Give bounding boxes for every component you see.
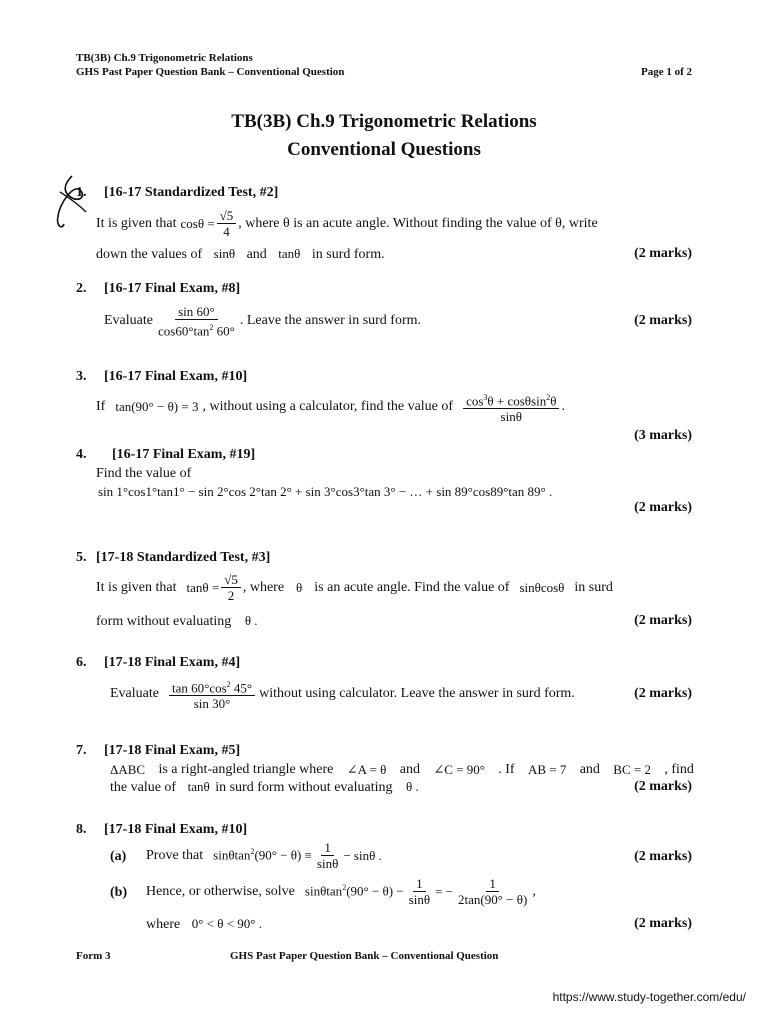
q7-math-ab: AB = 7 <box>527 762 567 777</box>
q8b-fraction-2-num: 1 <box>486 876 499 892</box>
q8b-fraction-2 <box>455 876 530 907</box>
q8b-fraction-1-num: 1 <box>413 876 426 892</box>
q7-math-angle-c: ∠C = 90° <box>433 762 485 777</box>
q1-text-d: and <box>246 247 267 262</box>
q1-line1 <box>96 208 696 239</box>
q8-source: [17-18 Final Exam, #10] <box>104 822 248 837</box>
q8a-fraction-num: 1 <box>321 840 334 856</box>
q7-math-angle-a: ∠A = θ <box>346 762 387 777</box>
q5-math-theta2: θ . <box>244 613 258 628</box>
q7-source: [17-18 Final Exam, #5] <box>104 743 241 758</box>
q7-line2 <box>110 779 419 796</box>
q7-math-theta: θ . <box>406 779 419 794</box>
q8a-line <box>146 840 382 871</box>
q5-source: [17-18 Standardized Test, #3] <box>96 550 271 565</box>
q7-text-e: , find <box>664 762 694 777</box>
q7-line1 <box>110 762 694 778</box>
q5-text-b: , where <box>242 579 285 595</box>
q1-number: 1. <box>76 185 87 200</box>
q8a-math-rhs: − sinθ . <box>343 847 382 863</box>
q1-source: [16-17 Standardized Test, #2] <box>104 185 279 200</box>
q5-fraction-den: 2 <box>227 588 235 603</box>
q7-math-tan: tanθ <box>187 779 210 794</box>
q6-fraction <box>169 677 255 711</box>
q2-text-b: . Leave the answer in surd form. <box>239 313 422 329</box>
q1-fraction <box>217 208 237 239</box>
q2-fraction-num: sin 60° <box>175 304 218 320</box>
q7-text-f: the value of <box>110 780 177 795</box>
q5-text-e: form without evaluating <box>96 614 232 629</box>
q8b-text: Hence, or otherwise, solve <box>146 883 295 899</box>
q5-math-theta: θ <box>296 579 303 595</box>
q5-fraction-num: √5 <box>221 572 241 588</box>
q5-math-product: sinθcosθ <box>519 579 565 595</box>
q7-text-c: . If <box>498 762 515 777</box>
q4-number: 4. <box>76 447 87 462</box>
q8a-math-lhs: sinθtan$^2$(90° − θ) ≡ <box>213 847 312 863</box>
page-subtitle: Conventional Questions <box>287 139 481 160</box>
q5-math-tan: tanθ = <box>186 579 220 595</box>
header-page-number: Page 1 of 2 <box>640 66 692 78</box>
q3-line1: If tan(90° − θ) = 3 , without using a calculator, find the value of $\frac{\cos^3\theta + \cos\theta\sin^2\theta}{\sin\theta}$ . <box>96 390 565 424</box>
q5-fraction <box>221 572 241 603</box>
q6-fraction-num: $\tan 60^\circ\cos^2$ 45° <box>169 677 255 696</box>
q2-marks: (2 marks) <box>634 313 692 328</box>
q8b-line2 <box>146 916 262 933</box>
q1-text-e: in surd form. <box>311 247 385 262</box>
q6-source: [17-18 Final Exam, #4] <box>104 655 241 670</box>
q6-text-b: without using calculator. Leave the answer in surd form. <box>259 686 575 702</box>
q3-math-eq: tan(90° − θ) = 3 <box>115 399 199 415</box>
footer-form: Form 3 <box>76 950 111 962</box>
q8a-marks: (2 marks) <box>634 849 692 864</box>
q7-math-triangle: ΔABC <box>110 762 146 777</box>
q4-marks: (2 marks) <box>634 500 692 515</box>
q2-fraction-den: $\cos 60^\circ\tan^2$ 60° <box>157 323 235 339</box>
q1-fraction-num: √5 <box>217 208 237 224</box>
q8a-fraction-den: sinθ <box>316 856 339 871</box>
q5-line1 <box>96 572 613 603</box>
q3-text-a: If <box>96 399 106 415</box>
q7-text-a: is a right-angled triangle where <box>158 762 334 777</box>
q8b-line <box>146 876 536 907</box>
q1-line2 <box>96 246 385 263</box>
q4-source: [16-17 Final Exam, #19] <box>112 447 256 462</box>
q1-text-b: , where θ is an acute angle. Without finding the value of θ, write <box>238 215 598 231</box>
q8b-comma: , <box>532 883 536 899</box>
q5-number: 5. <box>76 550 87 565</box>
q7-number: 7. <box>76 743 87 758</box>
q2-fraction <box>155 304 238 338</box>
q2-source: [16-17 Final Exam, #8] <box>104 281 241 296</box>
q3-number: 3. <box>76 369 87 384</box>
q7-marks: (2 marks) <box>634 779 692 794</box>
q1-math-sin: sinθ <box>213 246 236 261</box>
source-url: https://www.study-together.com/edu/ <box>552 990 746 1004</box>
q8b-label: (b) <box>110 885 128 900</box>
q7-text-d: and <box>579 762 600 777</box>
q6-line1 <box>110 677 575 711</box>
q8b-math-range: 0° < θ < 90° . <box>191 916 262 931</box>
handwritten-check-mark <box>50 172 90 234</box>
q8b-marks: (2 marks) <box>634 916 692 931</box>
q7-math-bc: BC = 2 <box>613 762 651 777</box>
q6-text-a: Evaluate <box>110 686 159 702</box>
q8a-text: Prove that <box>146 847 204 863</box>
q8a-fraction <box>314 840 341 871</box>
q3-fraction <box>463 390 559 424</box>
q4-expression: sin 1°cos1°tan1° − sin 2°cos 2°tan 2° + sin 3°cos3°tan 3° − … + sin 89°cos89°tan 89° . <box>98 484 553 499</box>
q3-text-b: , without using a calculator, find the value of <box>202 399 454 415</box>
q8-number: 8. <box>76 822 87 837</box>
q3-fraction-num: $\cos^3\theta + \cos\theta\sin^2\theta$ <box>463 390 559 409</box>
q7-text-b: and <box>399 762 420 777</box>
q3-fraction-den: sinθ <box>500 409 522 425</box>
q7-text-g: in surd form without evaluating <box>215 780 393 795</box>
q6-number: 6. <box>76 655 87 670</box>
q8b-fraction-1 <box>406 876 433 907</box>
footer-bank: GHS Past Paper Question Bank – Conventional Question <box>230 950 499 962</box>
q2-line1 <box>104 304 421 338</box>
header-bank: GHS Past Paper Question Bank – Conventional Question <box>76 66 345 78</box>
q1-fraction-den: 4 <box>223 224 230 239</box>
q2-text-a: Evaluate <box>104 313 153 329</box>
page-title: TB(3B) Ch.9 Trigonometric Relations <box>231 111 537 132</box>
q8a-label: (a) <box>110 849 127 864</box>
q8b-text-where: where <box>146 917 181 932</box>
q1-marks: (2 marks) <box>634 246 692 261</box>
q1-math-cos: cosθ = <box>180 215 215 231</box>
q6-marks: (2 marks) <box>634 686 692 701</box>
header-chapter: TB(3B) Ch.9 Trigonometric Relations <box>76 52 253 64</box>
q5-text-c: is an acute angle. Find the value of <box>314 579 510 595</box>
q8b-fraction-1-den: sinθ <box>408 892 431 907</box>
q1-math-tan: tanθ <box>278 246 301 261</box>
q3-marks: (3 marks) <box>634 428 692 443</box>
q8b-math-lhs: sinθtan$^2$(90° − θ) − <box>304 883 404 899</box>
q1-text-a: It is given that <box>96 215 177 231</box>
q5-text-a: It is given that <box>96 579 177 595</box>
q5-text-d: in surd <box>574 579 613 595</box>
q8b-fraction-2-den: 2tan(90° − θ) <box>458 892 528 907</box>
q2-number: 2. <box>76 281 87 296</box>
q4-text: Find the value of <box>96 466 192 481</box>
q1-text-c: down the values of <box>96 247 203 262</box>
q5-line2 <box>96 613 258 630</box>
q5-marks: (2 marks) <box>634 613 692 628</box>
q6-fraction-den: sin 30° <box>193 696 231 712</box>
q3-source: [16-17 Final Exam, #10] <box>104 369 248 384</box>
q8b-math-eq: = − <box>435 883 454 899</box>
